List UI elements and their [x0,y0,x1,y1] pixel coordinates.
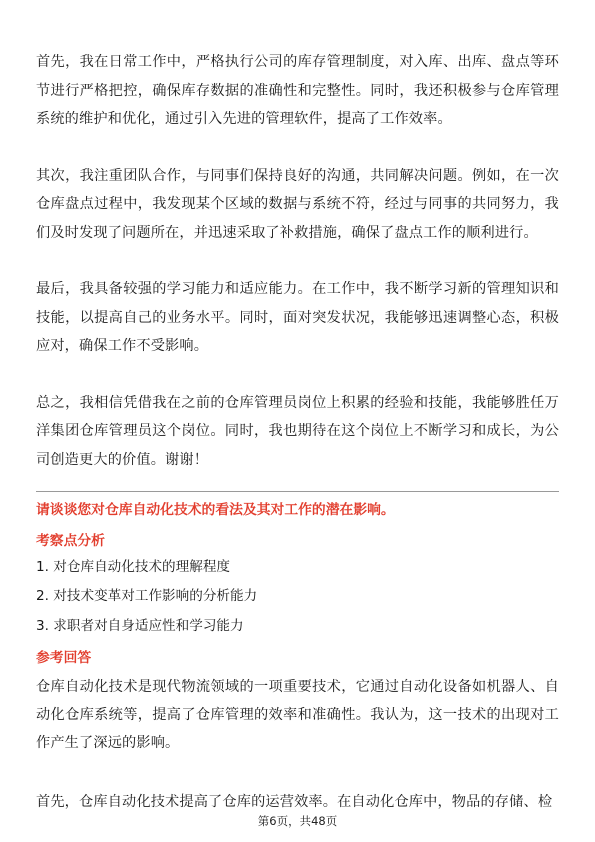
interview-question: 请谈谈您对仓库自动化技术的看法及其对工作的潜在影响。 [36,502,395,518]
paragraph-second: 其次，我注重团队合作，与同事们保持良好的沟通，共同解决问题。例如，在一次仓库盘点过程中，我发现某个区域的数据与系统不符，经过与同事的共同努力，我们及时发现了问题所在，并迅速采取了补救措施，确保了盘点工作的顺利进行。 [36,167,559,241]
answer-paragraph-next: 首先，仓库自动化技术提高了仓库的运营效率。在自动化仓库中，物品的存储、检 [36,794,553,810]
analysis-point: 1. 对仓库自动化技术的理解程度 [36,559,231,575]
analysis-point: 3. 求职者对自身适应性和学习能力 [36,618,244,634]
page-number: 第6页，共48页 [257,814,338,828]
analysis-heading: 考察点分析 [36,533,105,549]
section-divider [36,491,559,492]
analysis-point: 2. 对技术变革对工作影响的分析能力 [36,588,258,604]
paragraph-conclusion: 总之，我相信凭借我在之前的仓库管理员岗位上积累的经验和技能，我能够胜任万洋集团仓库管理员这个岗位。同时，我也期待在这个岗位上不断学习和成长，为公司创造更大的价值。谢谢！ [36,394,559,468]
paragraph-first: 首先，我在日常工作中，严格执行公司的库存管理制度，对入库、出库、盘点等环节进行严格把控，确保库存数据的准确性和完整性。同时，我还积极参与仓库管理系统的维护和优化，通过引入先进的管理软件，提高了工作效率。 [36,54,559,127]
reference-heading: 参考回答 [36,650,92,666]
paragraph-third: 最后，我具备较强的学习能力和适应能力。在工作中，我不断学习新的管理知识和技能，以提高自己的业务水平。同时，面对突发状况，我能够迅速调整心态，积极应对，确保工作不受影响。 [36,281,559,354]
reference-answer [36,673,559,757]
answer-paragraph: 仓库自动化技术是现代物流领域的一项重要技术，它通过自动化设备如机器人、自动化仓库系统等，提高了仓库管理的效率和准确性。我认为，这一技术的出现对工作产生了深远的影响。 [36,679,559,751]
body-text [36,48,559,474]
